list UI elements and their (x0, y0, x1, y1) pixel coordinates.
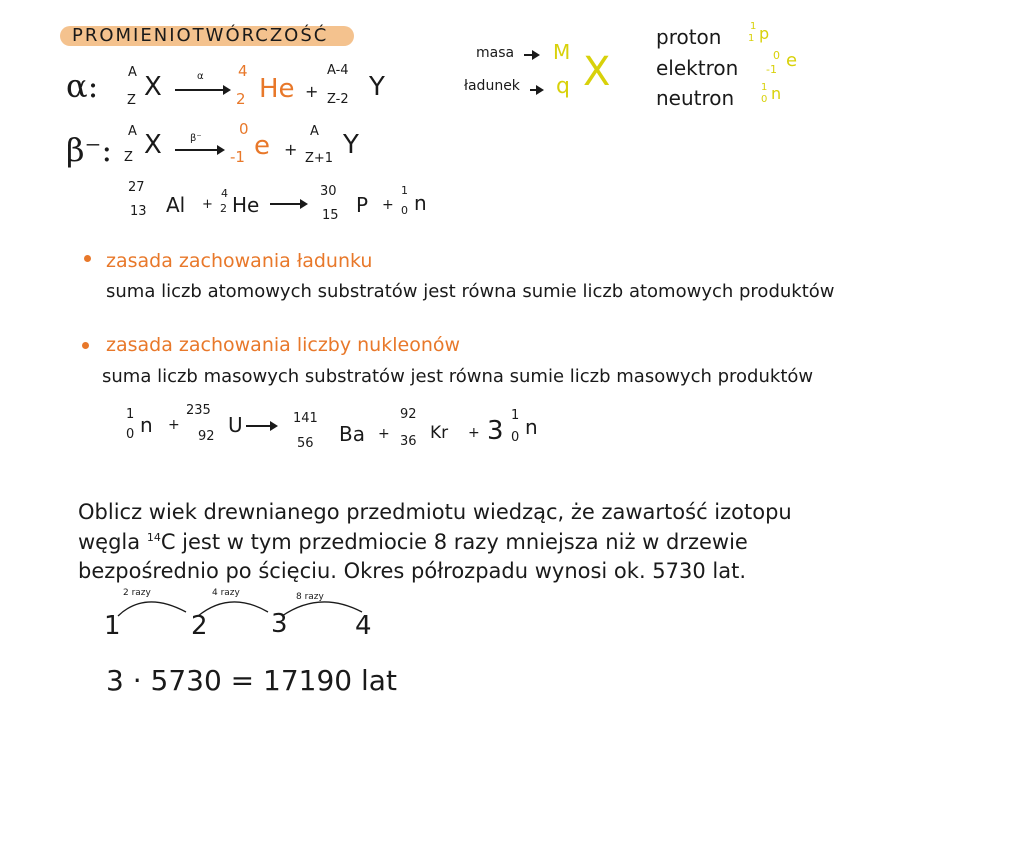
ladunek-label: ładunek (464, 78, 520, 94)
n-symbol: n (414, 191, 427, 215)
rule-bullet (82, 342, 89, 349)
notation-x: X (583, 49, 611, 95)
particle-mass: 1 (750, 21, 757, 32)
ladunek-symbol: q (556, 74, 570, 99)
fission-coefficient: 3 (487, 416, 504, 446)
p-charge: 15 (322, 208, 339, 223)
he-charge: 2 (220, 202, 227, 215)
alpha-y-charge: Z-2 (327, 92, 349, 107)
rule-text: suma liczb masowych substratów jest równa sumie liczb masowych produktów (102, 366, 814, 387)
masa-arrow (524, 54, 538, 56)
beta-y-symbol: Y (343, 130, 359, 160)
beta-x-charge: Z (124, 150, 133, 165)
particle-name: proton (656, 25, 722, 49)
ladunek-arrow (530, 89, 542, 91)
fission-plus2: + (378, 426, 390, 442)
task-line: bezpośrednio po ścięciu. Okres półrozpadu wynosi ok. 5730 lat. (78, 559, 747, 583)
al-mass: 27 (128, 180, 145, 195)
beta-e-symbol: e (254, 131, 270, 161)
rule-heading: zasada zachowania liczby nukleonów (106, 334, 461, 356)
fission-n-charge: 0 (126, 427, 135, 442)
fission-n-mass: 1 (126, 407, 135, 422)
al-symbol: Al (166, 193, 186, 217)
fission-n2-symbol: n (525, 415, 538, 439)
page-title: PROMIENIOTWÓRCZOŚĆ (72, 25, 329, 46)
task-text: C jest w tym przedmiocie 8 razy mniejsza niż w drzewie (160, 530, 748, 554)
particle-mass: 0 (773, 49, 780, 62)
beta-arrow-label: β⁻ (190, 133, 202, 144)
alpha-plus: + (305, 82, 319, 101)
arc-label: 2 razy (123, 588, 151, 598)
task-text: węgla (78, 530, 141, 554)
beta-y-charge: Z+1 (305, 151, 334, 166)
al-charge: 13 (130, 204, 147, 219)
fission-plus3: + (468, 425, 480, 441)
beta-x-symbol: X (144, 130, 162, 160)
particle-mass: 1 (761, 82, 768, 93)
step-number: 3 (271, 609, 288, 639)
beta-label: β⁻: (66, 131, 113, 169)
fission-kr-mass: 92 (400, 407, 417, 422)
fission-arrow (246, 425, 276, 427)
particle-name: neutron (656, 86, 735, 110)
n-mass: 1 (401, 184, 408, 197)
he-mass: 4 (221, 187, 228, 200)
fission-u-symbol: U (228, 413, 243, 437)
particle-symbol: n (771, 84, 782, 103)
alpha-x-symbol: X (144, 72, 162, 102)
step-number: 2 (191, 611, 208, 641)
alpha-he-charge: 2 (236, 90, 246, 108)
beta-plus: + (284, 140, 298, 159)
particle-symbol: p (759, 24, 770, 43)
masa-symbol: M (553, 40, 571, 64)
p-plus: + (382, 197, 394, 213)
particle-charge: 0 (761, 94, 768, 105)
fission-ba-charge: 56 (297, 436, 314, 451)
beta-x-mass: A (128, 124, 137, 139)
fission-n2-charge: 0 (511, 430, 520, 445)
fission-ba-mass: 141 (293, 411, 318, 426)
alpha-x-mass: A (128, 65, 137, 80)
particle-name: elektron (656, 56, 739, 80)
beta-e-mass: 0 (239, 120, 249, 138)
p-symbol: P (356, 193, 369, 217)
alpha-y-symbol: Y (369, 72, 385, 102)
fission-kr-charge: 36 (400, 434, 417, 449)
rule-bullet (84, 255, 91, 262)
masa-label: masa (476, 45, 515, 61)
fission-n2-mass: 1 (511, 408, 520, 423)
step-number: 1 (104, 611, 121, 641)
isotope-mass: 14 (146, 531, 161, 544)
alpha-arrow (175, 89, 229, 91)
alpha-he-symbol: He (259, 74, 295, 104)
rule-text: suma liczb atomowych substratów jest równa sumie liczb atomowych produktów (106, 281, 835, 302)
rule-heading: zasada zachowania ładunku (106, 250, 373, 272)
al-plus: + (202, 197, 213, 212)
particle-charge: 1 (748, 33, 755, 44)
alpha-arrow-label: α (197, 71, 204, 82)
fission-u-mass: 235 (186, 403, 211, 418)
beta-arrow (175, 149, 223, 151)
task-line: Oblicz wiek drewnianego przedmiotu wiedząc, że zawartość izotopu (78, 500, 792, 524)
n-charge: 0 (401, 204, 408, 217)
arc-label: 4 razy (212, 588, 240, 598)
particle-symbol: e (786, 50, 798, 71)
fission-plus1: + (168, 417, 180, 433)
particle-charge: -1 (766, 63, 777, 76)
alpha-he-mass: 4 (238, 62, 248, 80)
p-mass: 30 (320, 184, 337, 199)
alpha-label: α: (66, 67, 99, 105)
he-symbol: He (232, 193, 260, 217)
fission-ba-symbol: Ba (339, 422, 365, 446)
answer: 3 · 5730 = 17190 lat (106, 664, 397, 697)
fission-n-symbol: n (140, 413, 153, 437)
fission-u-charge: 92 (198, 429, 215, 444)
al-arrow (270, 203, 306, 205)
alpha-y-mass: A-4 (327, 63, 349, 78)
fission-kr-symbol: Kr (430, 423, 449, 443)
step-number: 4 (355, 611, 372, 641)
alpha-x-charge: Z (127, 93, 136, 108)
beta-e-charge: -1 (230, 148, 245, 166)
beta-y-mass: A (310, 124, 319, 139)
task-line (78, 532, 748, 553)
arc-label: 8 razy (296, 592, 324, 602)
